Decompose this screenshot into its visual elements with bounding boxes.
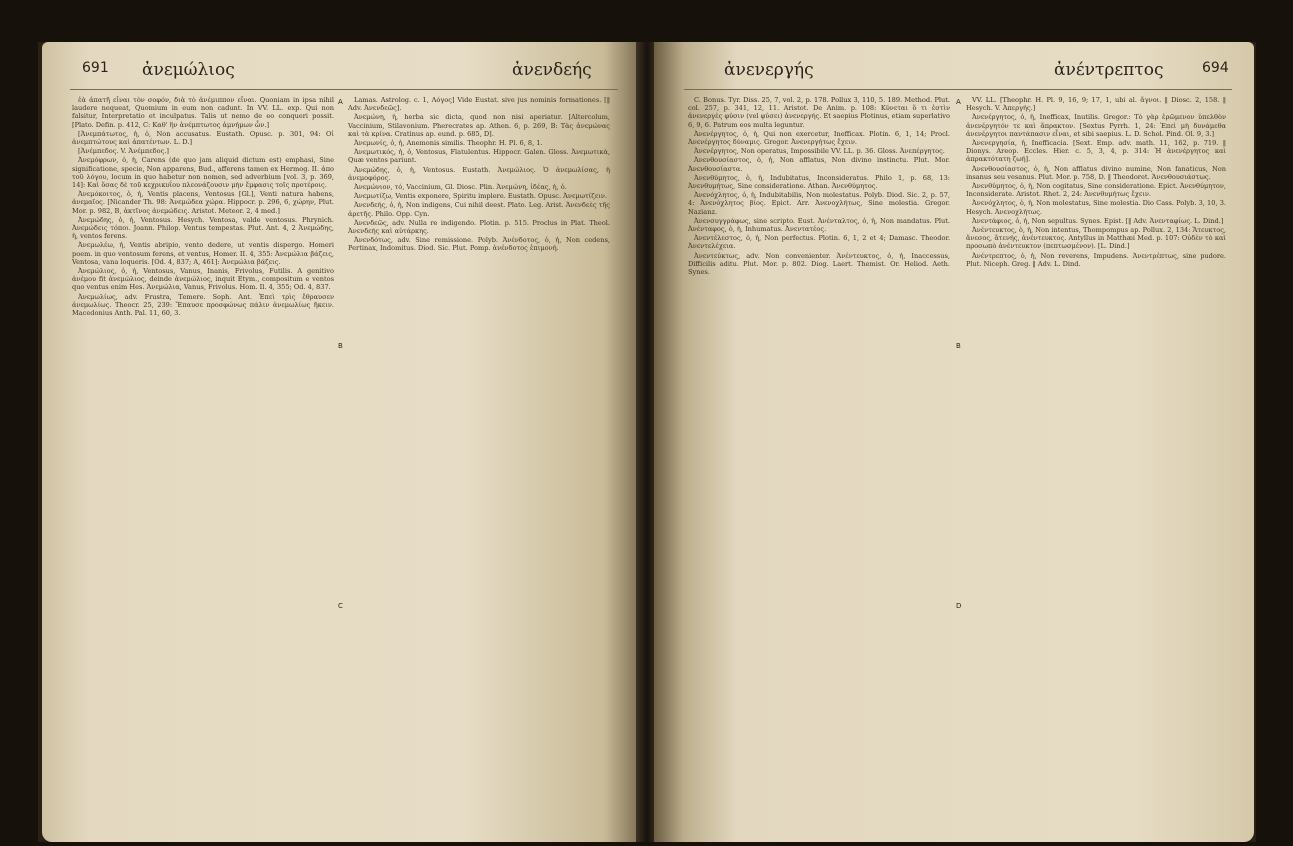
left-column-2 bbox=[348, 96, 610, 826]
entry-paragraph: Ἀνενθουσίαστος, ὁ, ἡ, Non afflatus, Non divino instinctu. Plut. Mor. Ἀνενθουσίαστα. bbox=[688, 156, 950, 173]
entry-paragraph: Ἀνεμωτίζω, Ventis exponere, Spiritu implere. Eustath. Opusc. Ἀνεμωτίζειν. bbox=[354, 192, 607, 201]
entry-paragraph: Ἀνέντευκτος, ὁ, ἡ, Non intentus, Thompompus ap. Pollux. 2, 134: Ἄτευκτος, ἄνεσος, ἄτενής, ἀνέντευκτος. Antyllus in Matthæi Med. p. 107: Οὐδὲν τὸ καὶ προσωπὸ ἀνέντευκτον (πεπτωσμένον). [L. Dind.] bbox=[966, 226, 1226, 251]
entry-paragraph: Ἀνεμώδης, ὁ, ἡ, Ventosus. Eustath. Ἀνεμώλιος. Ὁ ἀνεμωλίσας, ἡ ἀνεμοφόρος. bbox=[348, 165, 610, 182]
right-headword-last: ἀνέντρεπτος bbox=[1054, 60, 1164, 80]
entry-paragraph: Ἀνέντρεπτος, ὁ, ἡ, Non reverens, Impudens. Ἀνεντρέπτως, sine pudore. Plut. Niceph. Greg. ‖ Adv. L. Dind. bbox=[966, 251, 1226, 268]
right-headword-first: ἀνενεργής bbox=[724, 60, 814, 80]
entry-paragraph: Ἀνεμωλέω, ἡ, Ventis abripio, vento dedere, ut ventis dispergo. Homeri poem. in quo ventosum ferens, et ventus, Homer. II. 4, 355: Ἀνεμώλια βάζεις, Ventosa, vana loqueris. [Od. 4, 837; A, 461]: Ἀνεμώλια βάζεις. bbox=[72, 241, 334, 266]
left-headword-first: ἀνεμώλιος bbox=[142, 60, 235, 80]
entry-paragraph: Ἀνενδεῶς, adv. Nulla re indigendo. Plotin. p. 515. Proclus in Plat. Theol. Ἀνενδεής καὶ αὐτάρκης. bbox=[348, 218, 610, 236]
left-page bbox=[42, 42, 640, 842]
entry-paragraph: Ἀνεμώδης, ὁ, ἡ, Ventosus. Hesych. Ventosa, valde ventosus. Phrynich. Ἀνεμώδεις τόποι. Joann. Philop. Ventus tempestas. Plut. Ant. 4, 2 Ἀνεμώδης, ἡ, ventos ferens. bbox=[72, 215, 334, 241]
entry-paragraph: Ἀνενθουσίαστος, ὁ, ἡ, Non afflatus divino numine, Non fanaticus, Non insanus seu vesanus. Plut. Mor. p. 758, D. ‖ Theodoret. Ἀνενθουσιάστως. bbox=[966, 164, 1226, 181]
left-header-rule bbox=[70, 89, 618, 90]
open-book bbox=[38, 42, 1256, 842]
entry-paragraph: Ἀνεμωτικός, ἡ, ὁ, Ventosus, Flatulentus. Hippocr. Galen. Gloss. Ἀνεμωτικὰ, Quæ ventos pariunt. bbox=[348, 148, 610, 165]
entry-paragraph: VV. LL. [Theophr. H. Pl. 9, 16, 9; 17, 1, ubi al. ἄγνοι. ‖ Diosc. 2, 158. ‖ Hesych. V. Ἀπεργής.] bbox=[966, 96, 1226, 113]
entry-paragraph: Ἀνενόχλητος, ὁ, ἡ, Non molestatus, Sine molestia. Dio Cass. Polyb. 3, 10, 3. Hesych. Ἀνενοχλήτως. bbox=[966, 199, 1226, 216]
entry-paragraph: Ἀνενθύμητος, ὁ, ἡ, Non cogitatus, Sine consideratione. Epict. Ἀνενθύμητον, Inconsiderate. Aristot. Rhet. 2, 24: Ἀνενθυμήτως ἔχειν. bbox=[966, 182, 1226, 199]
entry-paragraph: ἐὰ ἀπατῆ εἶναι τὸν σοφόν, διὰ τὸ ἀνέμιππον εἶναι. Quoniam in ipsa nihil laudere nequeat, Quomium in eum non cadunt. In VV. LL. exp. Qui non falsitur, Interpretatio et inculpatus. Talis ut nemo de eo conqueri possit. [Plato. Defin. p. 412, C: Καθ' ἣν ἀνέμπτωτος ἀμνήμων ὦν.] bbox=[72, 96, 334, 129]
right-page bbox=[654, 42, 1254, 842]
right-header-rule bbox=[684, 89, 1232, 90]
entry-paragraph: Ἀνεμώνη, ἡ, herba sic dicta, quod non nisi aperiatur. [Altercolum, Vaccinium, Stilavonium. Pherecrates ap. Athen. 6, p. 269, B: Τὰς ἀνεμώνας καὶ τὰ κρίνα. Cratinus ap. eund. p. 685, D]. bbox=[348, 113, 610, 138]
right-page-number: 694 bbox=[1202, 60, 1229, 76]
right-page-header bbox=[654, 60, 1254, 86]
margin-letter-a: A bbox=[338, 98, 343, 106]
entry-paragraph: Ἀνενόχλητος, ὁ, ἡ, Indubitabilis, Non molestatus. Polyb. Diod. Sic. 2, p. 57, 4: Ἀνενόχλητος βίος. Epict. Arr. Ἀνενοχλήτως, Sine molestia. Gregor. Nazianz. bbox=[688, 191, 950, 216]
entry-paragraph: Ἀνεμόκοιτος, ὁ, ἡ, Ventis placens, Ventosus [Gl.], Venti natura habens, ἀνεμαῖος. [Nicander Th. 98: Ἀνεμώδεα χώρα. Hippocr. p. 296, 6, χώρην, Plut. Mor. p. 982, B, ἀκτῖνος ἀνεμώδεις. Aristot. Meteor. 2, 4 med.] bbox=[72, 190, 334, 215]
entry-paragraph: Ἀνεμώνιον, τό, Vaccinium, Gl. Diosc. Plin. Ἀνεμώνη, ἰδέας, ἡ, ὁ. bbox=[354, 183, 567, 192]
entry-paragraph: Ἀνενέργητος, ὁ, ἡ, Inefficax, Inutilis. Gregor.: Τὸ γὰρ ἐρῶμενον ὑπελθὸν ἀνενέργητόν τε καὶ ἄπρακτον. [Sextus Pyrrh. 1, 24: Ἐπεὶ μὴ δυνάμεθα ἀνενέργητοι παντάπασιν εἶναι, et sibi saepius. L. D. Schol. Pind. Ol. 9, 3.] bbox=[966, 113, 1226, 138]
entry-paragraph: Ἀνεμώλιος, ὁ, ἡ, Ventosus, Vanus, Inanis, Frivolus, Futilis. A genitivo ἀνέμου fit ἀνεμώλιος, deinde ἀνεμώλιος, inquit Etym., compositum e ventos quo ventus enim Hes. Ἀνεμώλια, Vanus, Frivolus. Hom. Il. 4, 355; Od. 4, 837. bbox=[72, 267, 334, 292]
entry-paragraph: Ἀνεντάφιος, ὁ, ἡ, Non sepultus. Synes. Epist. [‖ Adv. Ἀνενταφίως. L. Dind.] bbox=[972, 216, 1224, 225]
entry-paragraph: Ἀνενσυγγράφως, sine scripto. Eust. Ἀνένταλτος, ὁ, ἡ, Non mandatus. Plut. Ἀνένταφος, ὁ, ἡ, Inhumatus. Ἀνεντατέος. bbox=[688, 216, 950, 234]
entry-paragraph: Ἀνενδότως, adv. Sine remissione. Polyb. Ἀνένδοτος, ὁ, ἡ, Non cedens, Pertinax, Indomitus. Diod. Sic. Plut. Pomp. ἀνένδοτος ἐπιμονή. bbox=[348, 236, 610, 253]
entry-paragraph: Lamas. Astrolog. c. 1, Λόγος] Vide Eustat. sive jus nominis formationes. [‖ Adv. Ἀνενδεῶς]. bbox=[348, 96, 610, 113]
entry-paragraph: Ἀνεντέλεστος, ὁ, ἡ, Non perfectus. Plotin. 6, 1, 2 et 4; Damasc. Theodor. Ἀνεντελέχεια. bbox=[688, 234, 950, 251]
entry-paragraph: Ἀνεντεύκτως, adv. Non convenienter. Ἀνέντευκτος, ὁ, ἡ, Inaccessus, Difficilis aditu. Plut. Mor. p. 802. Diog. Laert. Themist. Or. Heliod. Aeth. Synes. bbox=[688, 251, 950, 277]
entry-paragraph: C. Bonus. Tyr. Diss. 25, 7, vol. 2, p. 178. Pollux 3, 110, 5. 189. Method. Plut. col. 257, p. 341, 12, 11. Aristot. De Anim. p. 108: Κύνεται ὅ τι ἐστὶν ἀνενεργὲς φύσιν (vel φύσει) ἀνενεργής. Et saepius Plotinus, etiam superlativo 6, 9, 6. Patrum eos multa leguntur. bbox=[688, 96, 950, 129]
entry-paragraph: [Ἀνεμπάτωτος, ἡ, ὁ, Non accusatus. Eustath. Opusc. p. 301, 94: Οἱ ἀνεμπτώτους καὶ ἀπατέντων. L. D.] bbox=[72, 129, 334, 147]
entry-paragraph: Ἀνενεργησία, ἡ, Inefficacia. [Sext. Emp. adv. math. 11, 162, p. 719. ‖ Dionys. Areop. Eccles. Hier. c. 5, 3, 4, p. 314: Ἡ ἀνενέργητος καὶ ἀπρακτότατη ζωή]. bbox=[966, 139, 1226, 164]
entry-paragraph: Ἀνεμωλίως, adv. Frustra, Temere. Soph. Ant. Ἐπεὶ τρὶς ἔθραυσεν ἀνεμωλίως. Theocr. 25, 239: Ἔπαυσε προσφώνως πάλιν ἀνεμωλίως ἥκειν. Macedonius Anth. Pal. 11, 60, 3. bbox=[72, 292, 334, 318]
left-page-header bbox=[42, 60, 640, 86]
entry-paragraph: Ἀνενδεής, ὁ, ἡ, Non indigens, Cui nihil deest. Plato. Leg. Arist. Ἀνενδεὲς τῆς ἀρετῆς. Philo. Opp. Cyn. bbox=[348, 201, 610, 218]
margin-letter-b: B bbox=[338, 342, 343, 350]
margin-letter-d: D bbox=[956, 602, 962, 610]
entry-paragraph: Ἀνενέργητος, ὁ, ἡ, Qui non exercetur, Inefficax. Plotin. 6, 1, 14; Procl. Ἀνενέργητος δύναμις. Gregor. Ἀνενεργήτως ἔχειν. bbox=[688, 129, 950, 147]
left-column-1 bbox=[72, 96, 334, 826]
right-column-2 bbox=[966, 96, 1226, 826]
left-headword-last: ἀνενδεής bbox=[512, 60, 592, 80]
entry-paragraph: Ἀνενέργητος, Non operatus, Impossibile VV. LL. p. 36. Gloss. Ἀνεπέργητος. bbox=[694, 147, 945, 156]
right-column-1 bbox=[688, 96, 950, 826]
margin-letter-c: C bbox=[338, 602, 343, 610]
left-page-number: 691 bbox=[82, 60, 109, 76]
entry-paragraph: Ἀνεμόφρων, ὁ, ἡ, Carens (de quo jam aliquid dictum est) emphasi, Sine significatione, specie, Non apparens, Bud., afferens tamen ex Hermog. II. ἀπο τοῦ λόγου, locum in quo habetur non nomen, sed adverbium [vol. 3, p. 369, 14]: Καὶ ὅσας δὲ τοῦ κεχρικυΐου πλεονάζουσιν μὴν ἔμφασις τοῖς προτέροις. bbox=[72, 156, 334, 190]
margin-letter-b: B bbox=[956, 342, 961, 350]
entry-paragraph: Ἀνεμωνίς, ὁ, ἡ, Anemonis similis. Theophr. H. Pl. 6, 8, 1. bbox=[354, 139, 543, 148]
entry-paragraph: Ἀνενθύμητος, ὁ, ἡ, Indubitatus, Inconsideratus. Philo 1, p. 68, 13: Ἀνενθυμήτως, Sine consideratione. Athan. Ἀνενθύμητος. bbox=[688, 173, 950, 191]
margin-letter-a: A bbox=[956, 98, 961, 106]
entry-paragraph: [Ἀνέμπεδος. V. Ἀνέμπεδος.] bbox=[78, 147, 169, 156]
